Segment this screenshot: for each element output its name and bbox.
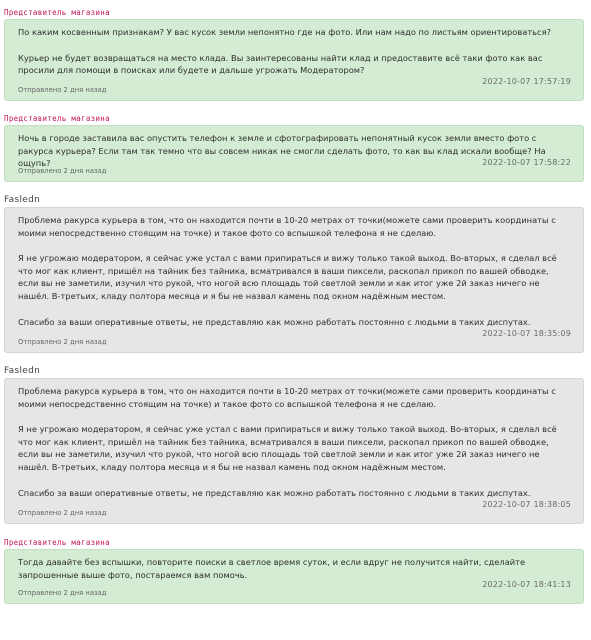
message-author: Представитель магазина bbox=[4, 8, 110, 17]
message-paragraph: Курьер не будет возвращаться на место клада. Вы заинтересованы найти клад и предоставите всё таки фото как вас просили для помощи в поисках или будете и дальше угрожать Модератором? bbox=[18, 52, 543, 76]
message-paragraph: Я не угрожаю модератором, я сейчас уже устал с вами припираться и вижу только такой выход. Во-вторых, я сделал всё что мог как клиент, пришёл на тайник без тайника, всматривался в ваши пиксели, раскопал прикоп по вашей обводке, если вы не заметили, изучил что рукой, что ногой всю площадь той светлой земли и как итог уже 2й заказ ничего не нашёл. В-третьих, кладу полтора месяца и я бы не назвал камень под окном надёжным местом. bbox=[18, 424, 557, 472]
message-paragraph: Ночь в городе заставила вас опустить телефон к земле и сфотографировать непонятный кусок земли вместо фото с ракурса курьера? Если там так темно что вы совсем никак не смогли сделать фото, то как вы клад искали вообще? На ощупь? bbox=[18, 133, 546, 169]
message-timestamp: 2022-10-07 18:38:05 bbox=[482, 500, 571, 509]
message-paragraph: Проблема ракурса курьера в том, что он находится почти в 10-20 метрах от точки(можете сами проверить координаты с моими непосредственно стоящим на точке) и такое фото со вспышкой телефона я не сделаю. bbox=[18, 386, 556, 409]
message-timestamp: 2022-10-07 17:57:19 bbox=[482, 77, 571, 86]
sent-label: Отправлено 2 дня назад bbox=[18, 167, 107, 175]
message-author: Fasledn bbox=[4, 366, 41, 376]
message-author: Представитель магазина bbox=[4, 538, 110, 547]
message-author: Представитель магазина bbox=[4, 114, 110, 123]
message-bubble bbox=[4, 207, 584, 353]
message-paragraph: Тогда давайте без вспышки, повторите поиски в светлое время суток, и если вдруг не получится найти, сделайте запрошенные выше фото, постараемся вам помочь. bbox=[18, 557, 526, 580]
message-paragraph: Спасибо за ваши оперативные ответы, не представляю как можно работать постоянно с людьми в таких диспутах. bbox=[18, 316, 531, 327]
message-bubble bbox=[4, 549, 584, 604]
message-bubble bbox=[4, 19, 584, 101]
sent-label: Отправлено 2 дня назад bbox=[18, 86, 107, 94]
message-paragraph: Спасибо за ваши оперативные ответы, не представляю как можно работать постоянно с людьми в таких диспутах. bbox=[18, 487, 531, 498]
message-timestamp: 2022-10-07 17:58:22 bbox=[482, 158, 571, 167]
message-paragraph: По каким косвенным признакам? У вас кусок земли непонятно где на фото. Или нам надо по листьям ориентироваться? bbox=[18, 27, 552, 37]
message-bubble bbox=[4, 378, 584, 524]
message-timestamp: 2022-10-07 18:35:09 bbox=[482, 329, 571, 338]
sent-label: Отправлено 2 дня назад bbox=[18, 509, 107, 517]
message-paragraph: Я не угрожаю модератором, я сейчас уже устал с вами припираться и вижу только такой выход. Во-вторых, я сделал всё что мог как клиент, пришёл на тайник без тайника, всматривался в ваши пиксели, раскопал прикоп по вашей обводке, если вы не заметили, изучил что рукой, что ногой всю площадь той светлой земли и как итог уже 2й заказ ничего не нашёл. В-третьих, кладу полтора месяца и я бы не назвал камень под окном надёжным местом. bbox=[18, 253, 557, 301]
message-author: Fasledn bbox=[4, 195, 41, 205]
message-bubble bbox=[4, 125, 584, 182]
sent-label: Отправлено 2 дня назад bbox=[18, 338, 107, 346]
message-paragraph: Проблема ракурса курьера в том, что он находится почти в 10-20 метрах от точки(можете сами проверить координаты с моими непосредственно стоящим на точке) и такое фото со вспышкой телефона я не сделаю. bbox=[18, 215, 556, 238]
message-timestamp: 2022-10-07 18:41:13 bbox=[482, 580, 571, 589]
sent-label: Отправлено 2 дня назад bbox=[18, 589, 107, 597]
